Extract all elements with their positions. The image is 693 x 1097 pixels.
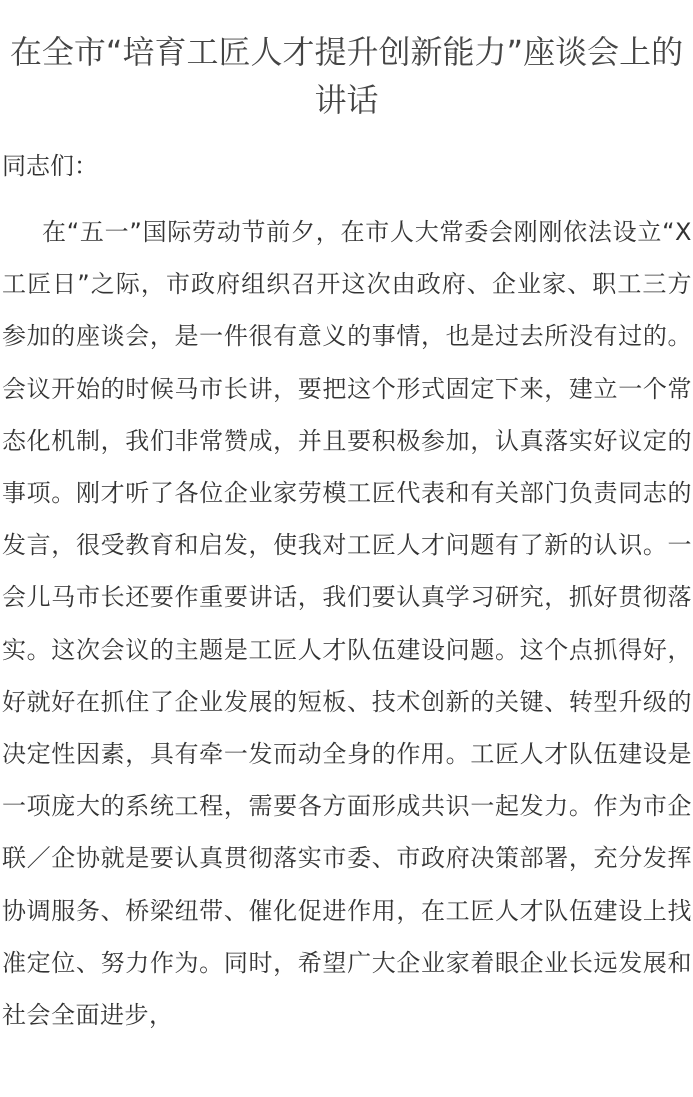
- greeting: 同志们：: [2, 152, 98, 180]
- body-paragraph: 在“五一”国际劳动节前夕，在市人大常委会刚刚依法设立“X工匠日”之际，市政府组织召开这次由政府、企业家、职工三方参加的座谈会，是一件很有意义的事情，也是过去所没有过的。会议开始的时候马市长讲，要把这个形式固定下来，建立一个常态化机制，我们非常赞成，并且要积极参加，认真落实好议定的事项。刚才听了各位企业家劳模工匠代表和有关部门负责同志的发言，很受教育和启发，使我对工匠人才问题有了新的认识。一会儿马市长还要作重要讲话，我们要认真学习研究，抓好贯彻落实。这次会议的主题是工匠人才队伍建设问题。这个点抓得好，好就好在抓住了企业发展的短板、技术创新的关键、转型升级的决定性因素，具有牵一发而动全身的作用。工匠人才队伍建设是一项庞大的系统工程，需要各方面形成共识一起发力。作为市企联／企协就是要认真贯彻落实市委、市政府决策部署，充分发挥协调服务、桥梁纽带、催化促进作用，在工匠人才队伍建设上找准定位、努力作为。同时，希望广大企业家着眼企业长远发展和社会全面进步，: [2, 218, 692, 1030]
- article-title: 在全市“培育工匠人才提升创新能力”座谈会上的讲话: [9, 33, 684, 119]
